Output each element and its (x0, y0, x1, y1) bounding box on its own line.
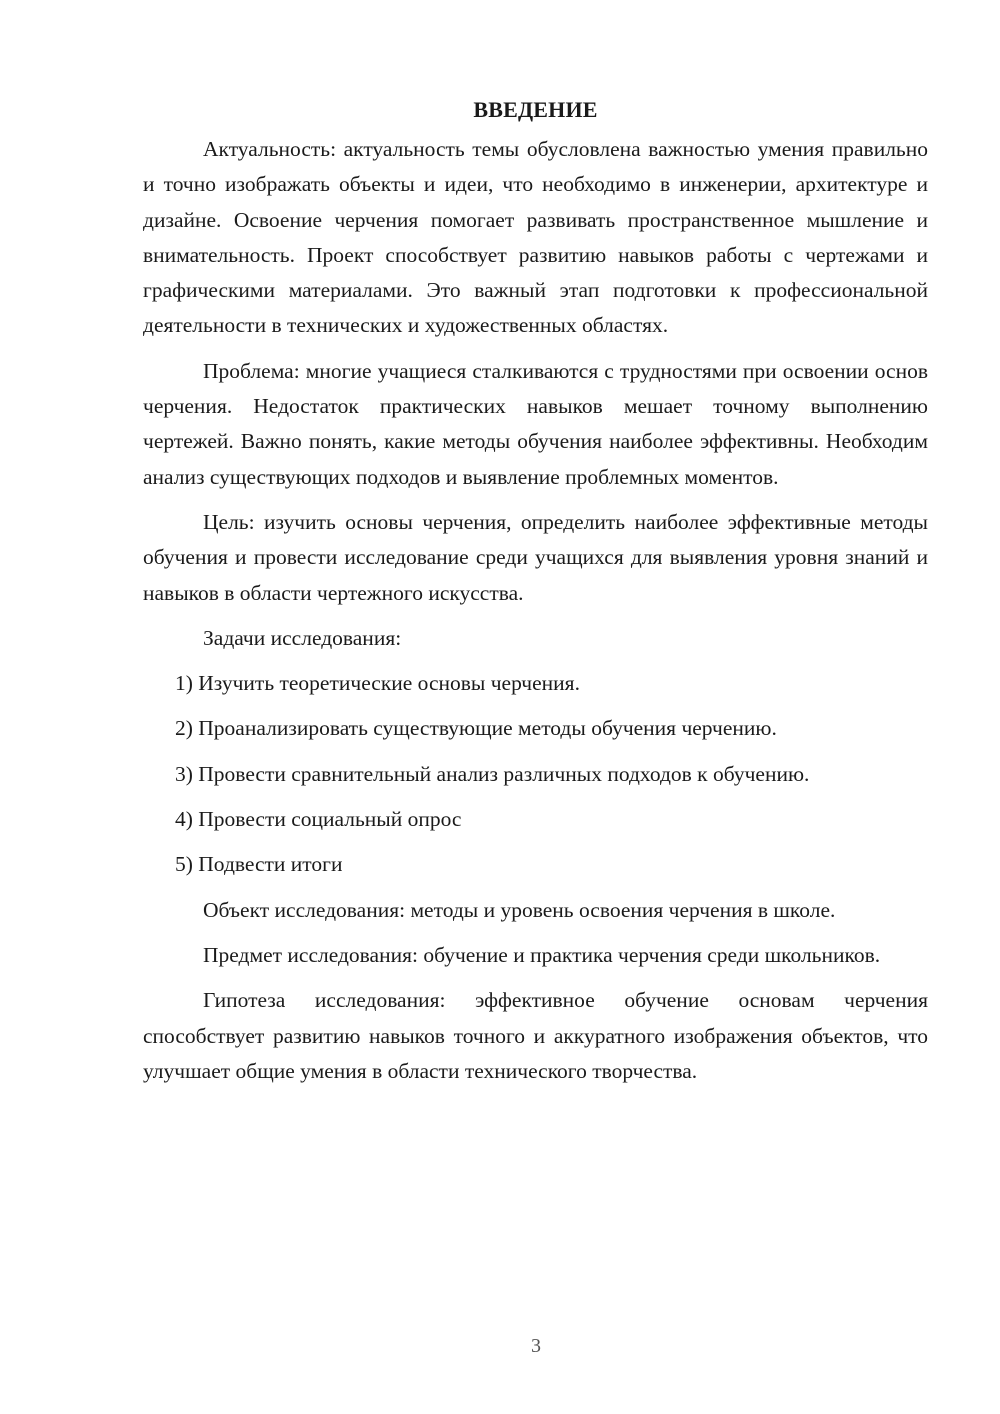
page-content (143, 92, 928, 1099)
list-item: 5) Подвести итоги (175, 852, 343, 877)
list-item: 1) Изучить теоретические основы черчения. (175, 671, 580, 696)
page-number: 3 (531, 1335, 541, 1357)
goal-paragraph: Цель: изучить основы черчения, определить наиболее эффективные методы обучения и провести исследование среди учащихся для выявления уровня знаний и навыков в области чертежного искусства. (143, 509, 928, 605)
relevance-paragraph: Актуальность: актуальность темы обусловлена важностью умения правильно и точно изображать объекты и идеи, что необходимо в инженерии, архитектуре и дизайне. Освоение черчения помогает развивать пространственное мышление и внимательность. Проект способствует развитию навыков работы с чертежами и графическими материалами. Это важный этап подготовки к профессиональной деятельности в технических и художественных областях. (143, 137, 928, 338)
problem-paragraph: Проблема: многие учащиеся сталкиваются с трудностями при освоении основ черчения. Недостаток практических навыков мешает точному выполнению чертежей. Важно понять, какие методы обучения наиболее эффективны. Необходим анализ существующих подходов и выявление проблемных моментов. (143, 358, 928, 489)
tasks-list (143, 666, 928, 882)
page-title: ВВЕДЕНИЕ (473, 97, 598, 122)
tasks-heading: Задачи исследования: (203, 625, 402, 650)
object-paragraph: Объект исследования: методы и уровень освоения черчения в школе. (203, 897, 836, 922)
list-item: 2) Проанализировать существующие методы обучения черчению. (175, 716, 777, 741)
list-item: 3) Провести сравнительный анализ различных подходов к обучению. (175, 761, 810, 786)
list-item: 4) Провести социальный опрос (175, 807, 462, 832)
hypothesis-paragraph: Гипотеза исследования: эффективное обучение основам черчения способствует развитию навыков точного и аккуратного изображения объектов, что улучшает общие умения в области технического творчества. (143, 988, 928, 1083)
subject-paragraph: Предмет исследования: обучение и практика черчения среди школьников. (203, 942, 881, 967)
